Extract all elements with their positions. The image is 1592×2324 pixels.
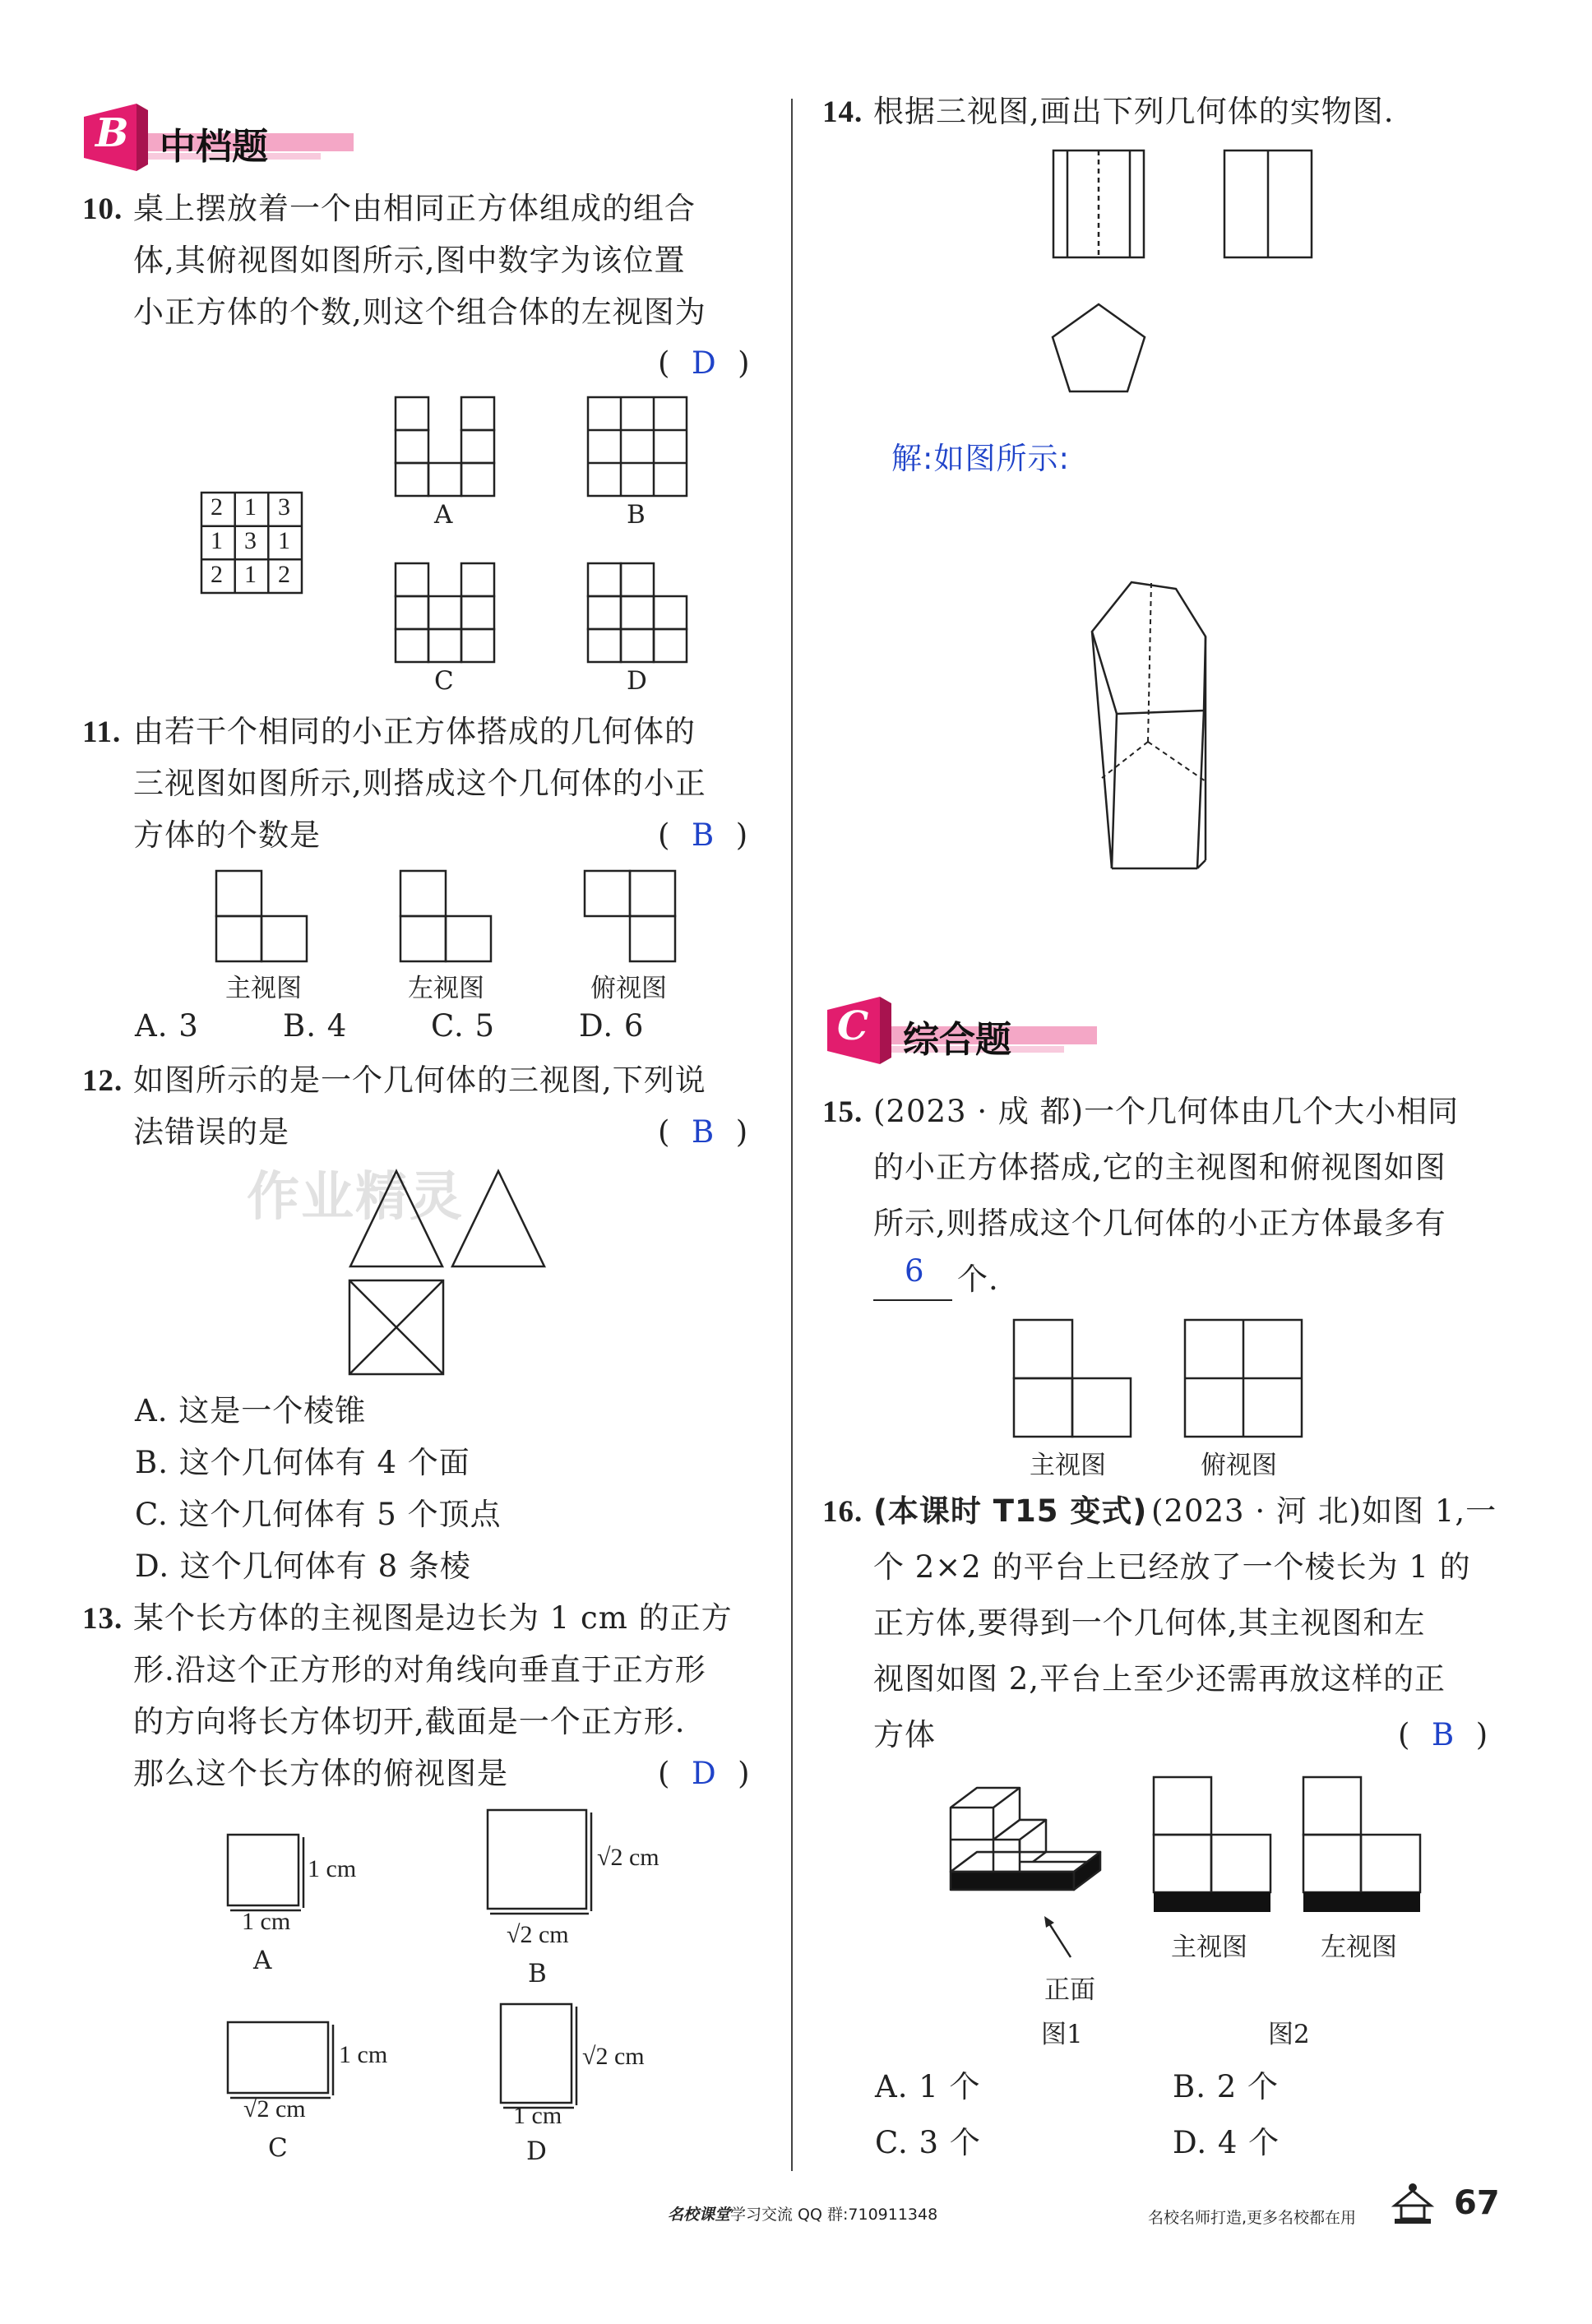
q10-top-view-grid <box>201 492 303 594</box>
q15-line-1: (2023 · 成 都)一个几何体由几个大小相同 <box>873 1094 1460 1129</box>
q13-line-3: 的方向将长方体切开,截面是一个正方形. <box>133 1704 686 1739</box>
grid-cell: 3 <box>278 493 290 521</box>
q11-choice-d: D. 6 <box>579 1008 645 1044</box>
q13-a-bottom-label: 1 cm <box>242 1908 291 1935</box>
q10-option-b-figure <box>587 396 687 497</box>
q13-a-side-label: 1 cm <box>308 1855 357 1882</box>
q16-figure2-caption: 图2 <box>1268 2020 1310 2049</box>
q12-choice-a: A. 这是一个棱锥 <box>135 1393 367 1428</box>
q10-option-a-label: A <box>434 500 453 530</box>
q13-option-b-figure <box>487 1809 597 1918</box>
q16-left-view <box>1303 1776 1423 1923</box>
q10-line-1: 桌上摆放着一个由相同正方体组成的组合 <box>133 191 696 226</box>
q16-choice-a: A. 1 个 <box>875 2069 981 2104</box>
q15-front-view <box>1013 1319 1132 1437</box>
q16-answer: B <box>1431 1717 1455 1752</box>
q13-b-bottom-label: √2 cm <box>507 1921 569 1948</box>
q14-number: 14. <box>822 95 863 129</box>
q14-front-view <box>1053 150 1145 258</box>
q13-option-a-figure <box>227 1834 309 1914</box>
q16-left-view-label: 左视图 <box>1321 1933 1397 1962</box>
q14-solution-prism <box>1089 581 1212 878</box>
grid-cell: 2 <box>278 561 290 588</box>
footer-brand: 名校课堂 <box>668 2206 731 2224</box>
q11-answer: B <box>691 817 715 853</box>
section-c-letter: C <box>837 1003 869 1049</box>
q16-choice-d: D. 4 个 <box>1173 2125 1280 2160</box>
q12-left-view-triangle <box>451 1169 546 1268</box>
q14-line-1: 根据三视图,画出下列几何体的实物图. <box>873 94 1395 129</box>
q13-option-d-label: D <box>526 2137 547 2166</box>
section-b-letter: B <box>95 110 129 156</box>
q16-figure1-caption: 图1 <box>1041 2020 1083 2049</box>
q11-number: 11. <box>82 715 122 749</box>
grid-cell: 1 <box>278 527 290 554</box>
section-c-title: 综合题 <box>903 1019 1011 1061</box>
q11-top-view <box>584 870 676 962</box>
footer-center <box>668 2202 937 2224</box>
column-divider <box>791 99 793 2171</box>
q13-option-b-label: B <box>528 1959 547 1988</box>
q13-answer-bracket: ( D ) <box>658 1756 751 1791</box>
q13-c-bottom-label: √2 cm <box>243 2095 306 2123</box>
q10-number: 10. <box>82 192 123 226</box>
q13-number: 13. <box>82 1602 123 1636</box>
q12-choice-d: D. 这个几何体有 8 条棱 <box>135 1549 471 1584</box>
q16-line-3: 正方体,要得到一个几何体,其主视图和左 <box>873 1605 1426 1641</box>
q11-choice-b: B. 4 <box>283 1008 348 1044</box>
grid-cell: 2 <box>211 561 223 588</box>
q11-front-view-label: 主视图 <box>225 974 302 1003</box>
q11-line-1: 由若干个相同的小正方体搭成的几何体的 <box>133 714 696 749</box>
q14-solution: 解:如图所示: <box>891 441 1070 476</box>
grid-cell: 1 <box>211 527 223 554</box>
q15-top-view-label: 俯视图 <box>1201 1451 1277 1480</box>
q12-top-view-square <box>349 1280 444 1375</box>
q16-tag: (本课时 T15 变式) <box>873 1493 1148 1529</box>
q16-line-4: 视图如图 2,平台上至少还需再放这样的正 <box>873 1661 1446 1697</box>
q13-option-c-label: C <box>268 2133 288 2163</box>
q10-option-d-figure <box>587 562 687 663</box>
q12-choice-b: B. 这个几何体有 4 个面 <box>135 1445 470 1480</box>
q15-number: 15. <box>822 1095 863 1129</box>
q13-d-side-label: √2 cm <box>582 2043 645 2070</box>
q16-front-view-label: 主视图 <box>1171 1933 1247 1962</box>
q16-line-1: (2023 · 河 北)如图 1,一 <box>1151 1493 1497 1529</box>
q15-suffix: 个. <box>957 1262 999 1297</box>
q15-line-3: 所示,则搭成这个几何体的小正方体最多有 <box>873 1206 1446 1241</box>
q10-answer-bracket: ( D ) <box>658 345 751 381</box>
q10-answer: D <box>691 345 717 381</box>
q10-option-b-label: B <box>627 500 646 530</box>
q15-top-view <box>1184 1319 1303 1437</box>
q10-option-d-label: D <box>627 666 647 696</box>
q10-option-a-figure <box>395 396 495 497</box>
q11-choice-a: A. 3 <box>135 1008 199 1044</box>
section-c-header <box>822 992 1102 1066</box>
q12-front-view-triangle <box>349 1169 444 1268</box>
page-number: 67 <box>1454 2184 1500 2222</box>
q12-number: 12. <box>82 1064 123 1098</box>
footer-slogan: 名校名师打造,更多名校都在用 <box>1148 2209 1357 2227</box>
q15-line-2: 的小正方体搭成,它的主视图和俯视图如图 <box>873 1150 1446 1185</box>
q16-answer-bracket: ( B ) <box>1398 1717 1489 1752</box>
q10-option-c-label: C <box>434 666 454 696</box>
front-arrow-icon <box>1043 1916 1076 1961</box>
q11-front-view <box>215 870 308 962</box>
q13-line-2: 形.沿这个正方形的对角线向垂直于正方形 <box>133 1652 706 1687</box>
grid-cell: 1 <box>244 561 257 588</box>
footer-qq-group: 学习交流 QQ 群:710911348 <box>730 2206 938 2224</box>
q12-answer-bracket: ( B ) <box>658 1114 749 1150</box>
q10-line-2: 体,其俯视图如图所示,图中数字为该位置 <box>133 243 686 278</box>
q14-top-view-pentagon <box>1051 303 1146 393</box>
q16-number: 16. <box>822 1495 863 1529</box>
q13-option-d-figure <box>500 2003 582 2113</box>
grid-cell: 2 <box>211 493 223 521</box>
school-logo-icon <box>1390 2181 1436 2227</box>
section-b-title: 中档题 <box>160 126 268 168</box>
q10-line-3: 小正方体的个数,则这个组合体的左视图为 <box>133 294 706 330</box>
q15-answer: 6 <box>905 1253 925 1289</box>
grid-cell: 1 <box>244 493 257 521</box>
q13-line-1: 某个长方体的主视图是边长为 1 cm 的正方 <box>133 1600 733 1636</box>
q16-choice-c: C. 3 个 <box>875 2125 981 2160</box>
q16-line-2: 个 2×2 的平台上已经放了一个棱长为 1 的 <box>873 1549 1471 1585</box>
q11-answer-bracket: ( B ) <box>658 817 749 853</box>
q11-left-view <box>400 870 492 962</box>
q12-line-1: 如图所示的是一个几何体的三视图,下列说 <box>133 1062 706 1098</box>
q16-line-5: 方体 <box>873 1717 936 1752</box>
watermark-text: 作业精灵 <box>247 1167 464 1228</box>
q10-option-c-figure <box>395 562 495 663</box>
q13-d-bottom-label: 1 cm <box>513 2102 562 2129</box>
q16-choice-b: B. 2 个 <box>1173 2069 1280 2104</box>
q12-answer: B <box>691 1114 715 1150</box>
q13-option-a-label: A <box>253 1946 272 1975</box>
q15-front-view-label: 主视图 <box>1030 1451 1106 1480</box>
grid-cell: 3 <box>244 527 257 554</box>
q13-c-side-label: 1 cm <box>339 2041 388 2068</box>
q16-front-view <box>1153 1776 1273 1923</box>
q16-front-label: 正面 <box>1044 1975 1095 2005</box>
q11-line-3: 方体的个数是 <box>133 817 321 853</box>
section-b-header <box>79 99 359 173</box>
q13-line-4: 那么这个长方体的俯视图是 <box>133 1756 508 1791</box>
q11-left-view-label: 左视图 <box>408 974 484 1003</box>
q13-b-side-label: √2 cm <box>597 1844 659 1871</box>
q13-answer: D <box>691 1756 717 1791</box>
q11-line-2: 三视图如图所示,则搭成这个几何体的小正 <box>133 766 706 801</box>
q11-choice-c: C. 5 <box>431 1008 496 1044</box>
q13-option-c-figure <box>227 2021 339 2102</box>
q12-line-2: 法错误的是 <box>133 1114 289 1150</box>
q16-figure1-platform <box>944 1783 1108 1924</box>
q12-choice-c: C. 这个几何体有 5 个顶点 <box>135 1497 502 1532</box>
q14-left-view <box>1224 150 1312 258</box>
q11-top-view-label: 俯视图 <box>590 974 667 1003</box>
